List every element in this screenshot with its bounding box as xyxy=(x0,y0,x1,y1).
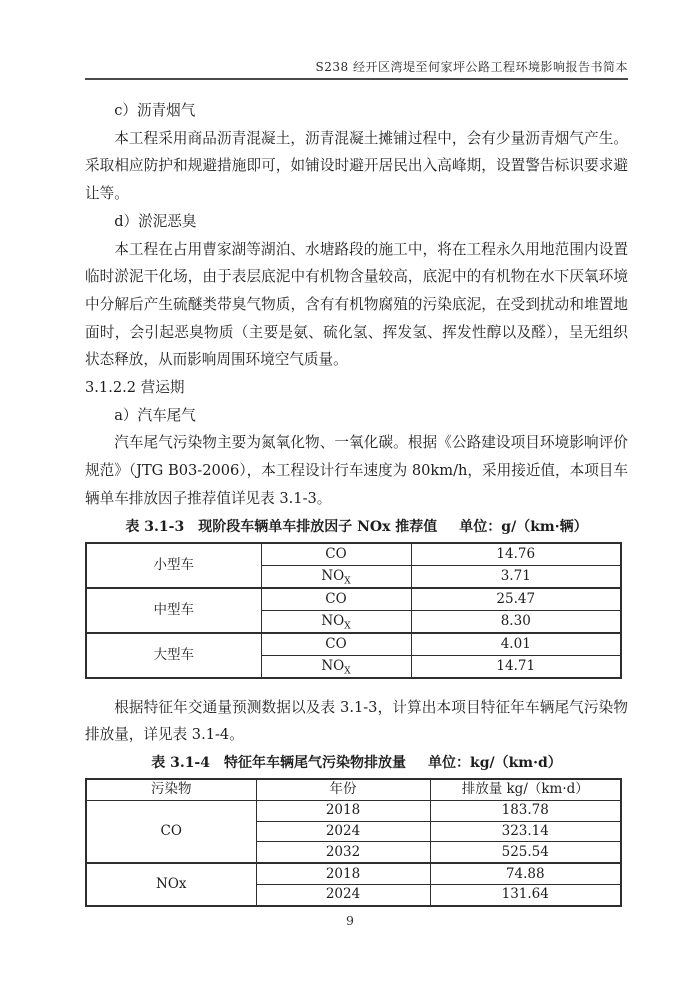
pollutant-cell: CO xyxy=(261,633,411,656)
emission-cell: 183.78 xyxy=(430,800,621,821)
emission-cell: 323.14 xyxy=(430,821,621,842)
column-header-emission: 排放量 kg/（km·d） xyxy=(430,779,621,800)
pollutant-cell: $NO_X$ xyxy=(261,565,411,588)
vehicle-type-cell: 中型车 xyxy=(86,588,261,633)
value-cell: 3.71 xyxy=(411,565,621,588)
pollutant-cell: CO xyxy=(261,588,411,611)
value-cell: 25.47 xyxy=(411,588,621,611)
year-cell: 2032 xyxy=(256,842,430,863)
page-number: 9 xyxy=(346,913,354,928)
emission-cell: 131.64 xyxy=(430,884,621,905)
emission-cell: 525.54 xyxy=(430,842,621,863)
pollutant-cell: CO xyxy=(261,543,411,566)
paragraph-sludge-odor: 本工程在占用曹家湖等湖泊、水塘路段的施工中，将在工程永久用地范围内设置临时淤泥干化场，由于表层底泥中有机物含量较高，底泥中的有机物在水下厌氧环境中分解后产生硫醚类带臭气物质，含有有机物腐殖的污染底泥，在受到扰动和堆置地面时，会引起恶臭物质（主要是氨、硫化氢、挥发氢、挥发性醇以及醛），呈无组织状态释放，从而影响周围环境空气质量。 xyxy=(85,240,628,369)
heading-item-a: a）汽车尾气 xyxy=(114,406,196,424)
pollutant-cell: $NO_X$ xyxy=(261,610,411,633)
table-3-1-4-caption-label: 表 3.1-4 xyxy=(151,754,210,771)
page-content xyxy=(85,97,628,907)
year-cell: 2024 xyxy=(256,821,430,842)
table-row xyxy=(86,863,621,884)
table-row xyxy=(86,800,621,821)
table-3-1-3-caption xyxy=(85,516,628,539)
value-cell: 14.76 xyxy=(411,543,621,566)
year-cell: 2018 xyxy=(256,800,430,821)
pollutant-cell: NOx xyxy=(86,863,256,906)
heading-section-3-1-2-2: 3.1.2.2 营运期 xyxy=(85,379,185,397)
table-3-1-3-caption-unit: 单位：g/（km·辆） xyxy=(459,518,588,535)
table-3-1-3-caption-label: 表 3.1-3 xyxy=(125,518,185,535)
table-row xyxy=(86,543,621,566)
value-cell: 4.01 xyxy=(411,633,621,656)
paragraph-emission-calc: 根据特征年交通量预测数据以及表 3.1-3，计算出本项目特征年车辆尾气污染物排放量，详见表 3.1-4。 xyxy=(85,698,628,744)
paragraph-asphalt-fume: 本工程采用商品沥青混凝土，沥青混凝土摊铺过程中，会有少量沥青烟气产生。采取相应防护和规避措施即可，如铺设时避开居民出入高峰期，设置警告标识要求避让等。 xyxy=(85,129,628,203)
table-3-1-4-caption-title: 特征年车辆尾气污染物排放量 xyxy=(224,754,406,771)
table-3-1-4 xyxy=(85,778,622,907)
value-cell: 14.71 xyxy=(411,655,621,678)
year-cell: 2024 xyxy=(256,884,430,905)
table-3-1-3-caption-title: 现阶段车辆单车排放因子 NOx 推荐值 xyxy=(198,518,438,535)
heading-item-d: d）淤泥恶臭 xyxy=(114,212,197,230)
heading-item-c: c）沥青烟气 xyxy=(114,102,196,119)
table-3-1-4-caption xyxy=(85,752,628,775)
vehicle-type-cell: 大型车 xyxy=(86,633,261,678)
table-row xyxy=(86,633,621,656)
table-3-1-4-caption-unit: 单位：kg/（km·d） xyxy=(428,754,562,771)
page-header xyxy=(85,0,628,80)
table-header-row xyxy=(86,779,621,800)
table-3-1-3 xyxy=(85,542,622,679)
pollutant-cell: $NO_X$ xyxy=(261,655,411,678)
column-header-year: 年份 xyxy=(256,779,430,800)
column-header-pollutant: 污染物 xyxy=(86,779,256,800)
year-cell: 2018 xyxy=(256,863,430,884)
vehicle-type-cell: 小型车 xyxy=(86,543,261,588)
emission-cell: 74.88 xyxy=(430,863,621,884)
value-cell: 8.30 xyxy=(411,610,621,633)
table-row xyxy=(86,588,621,611)
paragraph-vehicle-exhaust: 汽车尾气污染物主要为氮氧化物、一氧化碳。根据《公路建设项目环境影响评价规范》（JTG B03-2006），本工程设计行车速度为 80km/h，采用接近值，本项目车辆单车排放因子推荐值详见表 3.1-3。 xyxy=(85,434,628,507)
pollutant-cell: CO xyxy=(86,800,256,863)
header-title: S238 经开区湾堤至何家坪公路工程环境影响报告书简本 xyxy=(315,60,628,74)
